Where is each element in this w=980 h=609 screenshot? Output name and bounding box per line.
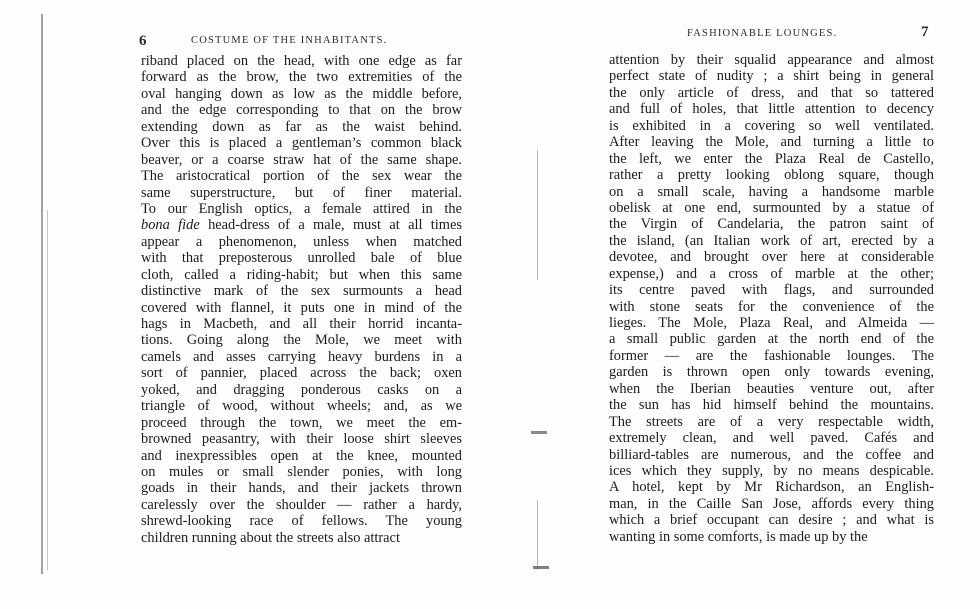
text-line: same superstructure, but of finer material.	[141, 184, 462, 201]
text-line: After leaving the Mole, and turning a little to	[609, 134, 934, 151]
text-line: and full of holes, that little attention to decency	[609, 101, 934, 118]
text-line: a small public garden at the north end of the	[609, 331, 934, 348]
text-line: shrewd-looking race of fellows. The young	[141, 513, 462, 530]
text-line: sort of pannier, placed across the back; oxen	[141, 365, 462, 382]
text-line: man, in the Caille San Jose, affords every thing	[609, 495, 934, 512]
text-line: beaver, or a coarse straw hat of the same shape.	[141, 151, 462, 168]
text-line: riband placed on the head, with one edge as far	[141, 53, 462, 69]
text-line: garden is thrown open only towards evening,	[609, 364, 934, 381]
text-line: which a brief occupant can desire ; and what is	[609, 512, 934, 529]
text-line: forward as the brow, the two extremities of the	[141, 69, 462, 86]
gutter-line-lower	[537, 500, 538, 570]
text-line: and inexpressibles open at the knee, mounted	[141, 447, 462, 464]
gutter-mark	[531, 431, 547, 434]
gutter-line	[537, 150, 538, 280]
right-page-text	[609, 52, 934, 545]
text-line: the only article of dress, and that so tattered	[609, 84, 934, 101]
text-line: expense,) and a cross of marble at the other;	[609, 265, 934, 282]
text-line: with stone seats for the convenience of the	[609, 298, 934, 315]
text-line: with that preposterous unrolled bale of blue	[141, 250, 462, 267]
text-line: perfect state of nudity ; a shirt being in general	[609, 68, 934, 85]
text-line: extremely clean, and well paved. Cafés and	[609, 430, 934, 447]
text-line: covered with flannel, it puts one in mind of the	[141, 299, 462, 316]
gutter-mark-bottom	[533, 566, 549, 569]
text-line: on a small scale, having a handsome marble	[609, 183, 934, 200]
left-edge-mark-2	[47, 210, 48, 570]
text-line: carelessly over the shoulder — rather a hardy,	[141, 496, 462, 513]
text-line: yoked, and dragging ponderous casks on a	[141, 381, 462, 398]
text-line: on mules or small slender ponies, with long	[141, 463, 462, 480]
text-line: A hotel, kept by Mr Richardson, an English-	[609, 479, 934, 496]
text-line: children running about the streets also attract	[141, 529, 400, 546]
text-line: lieges. The Mole, Plaza Real, and Almeida —	[609, 315, 934, 331]
text-line: camels and asses carrying heavy burdens in a	[141, 348, 462, 365]
text-line: and the edge corresponding to that on the brow	[141, 102, 462, 119]
text-line: bona fide head-dress of a male, must at all times	[141, 217, 462, 234]
text-line: hags in Macbeth, and all their horrid incanta-	[141, 316, 462, 332]
text-line: The aristocratical portion of the sex wear the	[141, 168, 462, 185]
text-line: is exhibited in a covering so well ventilated.	[609, 117, 934, 134]
text-line: The streets are of a very respectable width,	[609, 413, 934, 430]
text-line: the sun has hid himself behind the mountains.	[609, 397, 934, 414]
text-line: when the Iberian beauties venture out, after	[609, 380, 934, 397]
text-line: triangle of wood, without wheels; and, as we	[141, 398, 462, 415]
text-line: extending down as far as the waist behind.	[141, 118, 462, 135]
text-line: ices which they supply, by no means despicable.	[609, 462, 934, 479]
text-line: distinctive mark of the sex surmounts a head	[141, 283, 462, 300]
text-line: the left, we enter the Plaza Real de Castello,	[609, 150, 934, 167]
text-line: obelisk at one end, surmounted by a statue of	[609, 199, 934, 216]
text-line: cloth, called a riding-habit; but when this same	[141, 266, 462, 283]
text-line: wanting in some comforts, is made up by the	[609, 528, 868, 545]
text-line: goads in their hands, and their jackets thrown	[141, 480, 462, 497]
left-edge-mark	[41, 14, 43, 574]
text-line: rather a pretty looking oblong square, though	[609, 167, 934, 184]
text-line: billiard-tables are numerous, and the coffee and	[609, 446, 934, 463]
text-line: tions. Going along the Mole, we meet with	[141, 332, 462, 349]
right-page-number: 7	[921, 24, 929, 40]
text-line: attention by their squalid appearance and almost	[609, 52, 934, 68]
left-running-head: COSTUME OF THE INHABITANTS.	[191, 35, 388, 46]
text-line: oval hanging down as low as the middle before,	[141, 85, 462, 102]
text-line: the island, (an Italian work of art, erected by a	[609, 232, 934, 249]
text-line: browned peasantry, with their loose shirt sleeves	[141, 431, 462, 448]
text-line: proceed through the town, we meet the em-	[141, 414, 462, 431]
text-line: the Virgin of Candelaria, the patron saint of	[609, 216, 934, 233]
left-page-number: 6	[139, 33, 147, 49]
text-line: its centre paved with flags, and surrounded	[609, 282, 934, 299]
italic-phrase: bona fide	[141, 217, 200, 234]
text-line: Over this is placed a gentleman’s common black	[141, 135, 462, 152]
right-running-head: FASHIONABLE LOUNGES.	[687, 28, 838, 39]
text-line: former — are the fashionable lounges. The	[609, 347, 934, 364]
text-line: appear a phenomenon, unless when matched	[141, 233, 462, 250]
text-line: devotee, and brought over here at considerable	[609, 249, 934, 266]
left-page-text	[141, 53, 462, 546]
text-line: To our English optics, a female attired in the	[141, 200, 462, 217]
